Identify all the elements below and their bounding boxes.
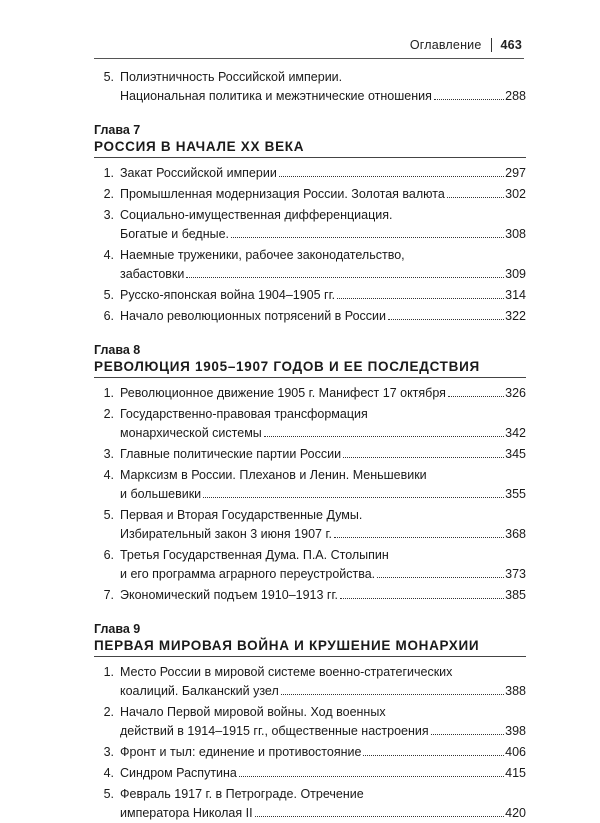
toc-entry-title-end: Избирательный закон 3 июня 1907 г. <box>120 527 332 541</box>
toc-entry[interactable] <box>94 663 526 701</box>
toc-entry-text <box>120 164 526 183</box>
running-header <box>410 38 522 52</box>
toc-entry-title-end: Главные политические партии России <box>120 447 342 461</box>
toc-entry-last-line <box>120 525 526 544</box>
toc-entry-title-end: и большевики <box>120 487 202 501</box>
toc-entry-page[interactable]: 368 <box>505 527 526 541</box>
chapter-section <box>94 621 526 823</box>
toc-entry-number: 5. <box>103 508 114 522</box>
toc-entry-title-end: Национальная политика и межэтнические отношения <box>120 89 432 103</box>
toc-entry-page[interactable]: 288 <box>505 89 526 103</box>
toc-entry[interactable] <box>94 546 526 584</box>
toc-entry-title-end: Начало революционных потрясений в России <box>120 309 386 323</box>
toc-entry[interactable] <box>94 68 526 106</box>
toc-entry-last-line <box>120 804 526 823</box>
toc-entry-number: 1. <box>103 166 114 180</box>
toc-entry-line: Первая и Вторая Государственные Думы. <box>120 508 363 522</box>
dot-leader <box>340 598 504 599</box>
toc-entry-last-line <box>120 424 526 443</box>
chapter-title[interactable] <box>94 138 526 158</box>
toc-entry-text <box>120 206 526 244</box>
chapter-section <box>94 342 526 605</box>
toc-entry-last-line <box>120 185 526 204</box>
toc-entry-page[interactable]: 342 <box>505 426 526 440</box>
toc-entry-title-end: Богатые и бедные. <box>120 227 230 241</box>
chapter-section <box>94 122 526 326</box>
toc-entry-page[interactable]: 406 <box>505 745 526 759</box>
toc-entry-title-end: действий в 1914–1915 гг., общественные настроения <box>120 724 429 738</box>
chapter-title-text: РОССИЯ В НАЧАЛЕ XX ВЕКА <box>94 139 305 154</box>
toc-entry[interactable] <box>94 506 526 544</box>
dot-leader <box>239 776 504 777</box>
toc-entry[interactable] <box>94 384 526 403</box>
toc-entry[interactable] <box>94 445 526 464</box>
toc-entry-title-end: Экономический подъем 1910–1913 гг. <box>120 588 338 602</box>
dot-leader <box>388 319 504 320</box>
header-section-title: Оглавление <box>409 38 482 52</box>
toc-entry-number: 6. <box>103 548 114 562</box>
chapter-title-rule <box>94 656 526 657</box>
toc-entry-last-line <box>120 445 526 464</box>
toc-entry-title-end: Закат Российской империи <box>120 166 277 180</box>
toc-entry-number: 7. <box>103 588 114 602</box>
toc-entry[interactable] <box>94 764 526 783</box>
toc-entry-last-line <box>120 722 526 741</box>
toc-entry-title-end: Русско-японская война 1904–1905 гг. <box>120 288 336 302</box>
toc-entry[interactable] <box>94 286 526 305</box>
toc-entry-line: Начало Первой мировой войны. Ход военных <box>120 705 386 719</box>
dot-leader <box>279 176 504 177</box>
toc-entry-title-end: Промышленная модернизация России. Золотая валюта <box>120 187 445 201</box>
toc-entry-text <box>120 384 526 403</box>
toc-entry[interactable] <box>94 703 526 741</box>
toc-entry-page[interactable]: 302 <box>505 187 526 201</box>
toc-entry-number: 5. <box>103 70 114 84</box>
toc-entry[interactable] <box>94 405 526 443</box>
toc-entry-text <box>120 703 526 741</box>
toc-entry-title-end: Синдром Распутина <box>120 766 237 780</box>
toc-entry-text <box>120 506 526 544</box>
toc-entry-page[interactable]: 309 <box>505 267 526 281</box>
chapter-title-rule <box>94 157 526 158</box>
toc-entry-line: Государственно-правовая трансформация <box>120 407 368 421</box>
chapter-title[interactable] <box>94 358 526 378</box>
dot-leader <box>447 197 504 198</box>
toc-entry-last-line <box>120 485 526 504</box>
toc-entry[interactable] <box>94 246 526 284</box>
chapter-title-text: ПЕРВАЯ МИРОВАЯ ВОЙНА И КРУШЕНИЕ МОНАРХИИ <box>94 638 480 653</box>
toc-entry-last-line <box>120 286 526 305</box>
toc-entry-number: 3. <box>103 447 114 461</box>
chapter-label: Глава 8 <box>94 343 141 357</box>
toc-entry-page[interactable]: 308 <box>505 227 526 241</box>
toc-entry-last-line <box>120 265 526 284</box>
toc-entry-line: Наемные труженики, рабочее законодательство, <box>120 248 405 262</box>
toc-entry-number: 2. <box>103 187 114 201</box>
toc-entry-line: Полиэтничность Российской империи. <box>120 70 343 84</box>
toc-entry-text <box>120 586 526 605</box>
toc-entry-text <box>120 663 526 701</box>
dot-leader <box>431 734 505 735</box>
toc-entry-text <box>120 466 526 504</box>
dot-leader <box>434 99 504 100</box>
toc-entry-page[interactable]: 326 <box>505 386 526 400</box>
toc-entry[interactable] <box>94 466 526 504</box>
toc-entry-last-line <box>120 307 526 326</box>
toc-entry[interactable] <box>94 307 526 326</box>
toc-entry[interactable] <box>94 743 526 762</box>
toc-entry-line: Февраль 1917 г. в Петрограде. Отречение <box>120 787 364 801</box>
toc-entry-line: Место России в мировой системе военно-стратегических <box>120 665 453 679</box>
toc-entry-last-line <box>120 743 526 762</box>
chapter-title[interactable] <box>94 637 526 657</box>
toc-entry-text <box>120 68 526 106</box>
toc-entry-last-line <box>120 384 526 403</box>
toc-entry-page[interactable]: 385 <box>505 588 526 602</box>
toc-entry[interactable] <box>94 164 526 183</box>
toc-entry-text <box>120 546 526 584</box>
chapter-label: Глава 9 <box>94 622 141 636</box>
toc-entry-number: 6. <box>103 309 114 323</box>
toc-entry-number: 4. <box>103 248 114 262</box>
header-page-number: 463 <box>500 38 522 52</box>
toc-entry-last-line <box>120 225 526 244</box>
toc-entry-page[interactable]: 355 <box>505 487 526 501</box>
toc-entry-title-end: императора Николая II <box>120 806 253 820</box>
dot-leader <box>448 396 504 397</box>
toc-entry[interactable] <box>94 185 526 204</box>
dot-leader <box>203 497 504 498</box>
header-separator <box>491 38 492 52</box>
toc-entry[interactable] <box>94 785 526 823</box>
toc-entry-text <box>120 445 526 464</box>
toc-entry-text <box>120 286 526 305</box>
toc-entry-page[interactable]: 388 <box>505 684 526 698</box>
toc-entry-last-line <box>120 586 526 605</box>
toc-entry-title-end: коалиций. Балканский узел <box>120 684 279 698</box>
toc-entry-number: 1. <box>103 386 114 400</box>
toc-entry-line: Марксизм в России. Плеханов и Ленин. Меньшевики <box>120 468 427 482</box>
toc-entry-last-line <box>120 87 526 106</box>
dot-leader <box>337 298 504 299</box>
dot-leader <box>281 694 504 695</box>
toc-entry-title-end: и его программа аграрного переустройства. <box>120 567 376 581</box>
toc-entry-text <box>120 405 526 443</box>
toc-entry-text <box>120 785 526 823</box>
chapter-title-rule <box>94 377 526 378</box>
toc-entry-line: Социально-имущественная дифференциация. <box>120 208 393 222</box>
toc-entry-number: 2. <box>103 407 114 421</box>
toc-entry-text <box>120 307 526 326</box>
toc-entry-page[interactable]: 373 <box>505 567 526 581</box>
table-of-contents <box>94 62 526 823</box>
toc-entry-title-end: Революционное движение 1905 г. Манифест 17 октября <box>120 386 446 400</box>
header-rule <box>94 58 524 59</box>
toc-entry[interactable] <box>94 206 526 244</box>
dot-leader <box>186 277 504 278</box>
dot-leader <box>264 436 504 437</box>
toc-entry[interactable] <box>94 586 526 605</box>
toc-entry-page[interactable]: 297 <box>505 166 526 180</box>
toc-entry-page[interactable]: 322 <box>505 309 526 323</box>
toc-entry-title-end: забастовки <box>120 267 185 281</box>
dot-leader <box>334 537 504 538</box>
chapter-label: Глава 7 <box>94 123 141 137</box>
toc-entry-number: 3. <box>103 208 114 222</box>
dot-leader <box>377 577 504 578</box>
toc-entry-page[interactable]: 420 <box>505 806 526 820</box>
dot-leader <box>231 237 504 238</box>
toc-entry-text <box>120 743 526 762</box>
toc-entry-page[interactable]: 314 <box>505 288 526 302</box>
toc-entry-page[interactable]: 398 <box>505 724 526 738</box>
toc-entry-last-line <box>120 682 526 701</box>
toc-entry-text <box>120 764 526 783</box>
toc-entry-number: 2. <box>103 705 114 719</box>
toc-entry-title-end: монархической системы <box>120 426 262 440</box>
toc-entry-last-line <box>120 164 526 183</box>
dot-leader <box>363 755 504 756</box>
toc-entry-last-line <box>120 764 526 783</box>
toc-entry-number: 4. <box>103 468 114 482</box>
toc-entry-title-end: Фронт и тыл: единение и противостояние <box>120 745 362 759</box>
toc-entry-number: 4. <box>103 766 114 780</box>
dot-leader <box>343 457 504 458</box>
toc-entry-number: 5. <box>103 787 114 801</box>
toc-entry-text <box>120 246 526 284</box>
chapter-title-text: РЕВОЛЮЦИЯ 1905–1907 ГОДОВ И ЕЕ ПОСЛЕДСТВИЯ <box>94 359 480 374</box>
toc-entry-number: 3. <box>103 745 114 759</box>
toc-entry-text <box>120 185 526 204</box>
dot-leader <box>255 816 505 817</box>
toc-entry-page[interactable]: 415 <box>505 766 526 780</box>
toc-entry-number: 5. <box>103 288 114 302</box>
toc-entry-line: Третья Государственная Дума. П.А. Столыпин <box>120 548 389 562</box>
toc-entry-page[interactable]: 345 <box>505 447 526 461</box>
toc-entry-last-line <box>120 565 526 584</box>
toc-entry-number: 1. <box>103 665 114 679</box>
